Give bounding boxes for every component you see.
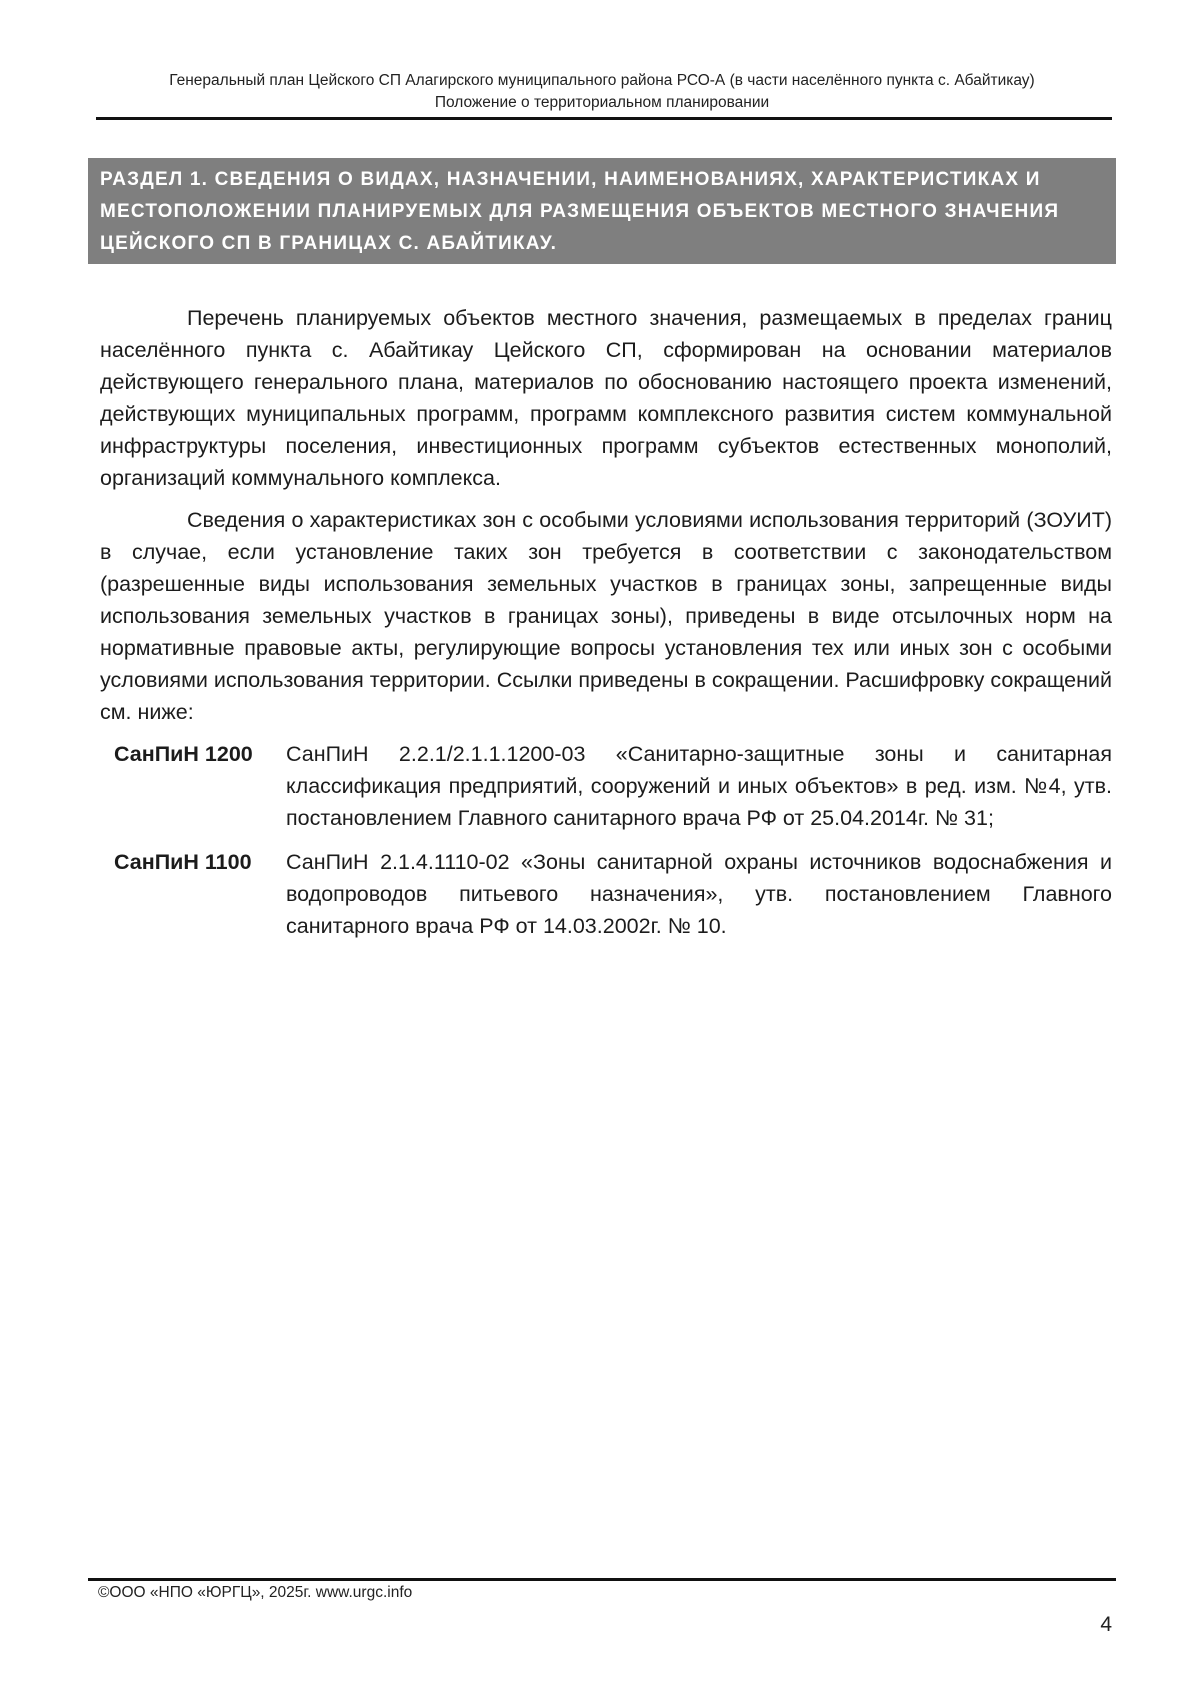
- page-number: 4: [1100, 1613, 1112, 1636]
- abbreviation-list: [100, 738, 1112, 942]
- header-title: Генеральный план Цейского СП Алагирского муниципального района РСО-А (в части населённого пункта с. Абайтикау): [169, 72, 1035, 89]
- abbreviation-item: [100, 846, 1112, 942]
- paragraph-objects-list: Перечень планируемых объектов местного значения, размещаемых в пределах границ населённого пункта с. Абайтикау Цейского СП, сформирован на основании материалов действующего генерального плана, материалов по обоснованию настоящего проекта изменений, действующих муниципальных программ, программ комплексного развития систем коммунальной инфраструктуры поселения, инвестиционных программ субъектов естественных монополий, организаций коммунального комплекса.: [100, 306, 1112, 490]
- header-divider: [96, 117, 1112, 120]
- abbreviation-item: [100, 738, 1112, 834]
- footer-copyright: ©ООО «НПО «ЮРГЦ», 2025г. www.urgc.info: [98, 1584, 413, 1601]
- abbreviation-definition: СанПиН 2.2.1/2.1.1.1200-03 «Санитарно-защитные зоны и санитарная классификация предприятий, сооружений и иных объектов» в ред. изм. №4, утв. постановлением Главного санитарного врача РФ от 25.04.2014г. № 31;: [286, 742, 1112, 830]
- section-heading: РАЗДЕЛ 1. СВЕДЕНИЯ О ВИДАХ, НАЗНАЧЕНИИ, НАИМЕНОВАНИЯХ, ХАРАКТЕРИСТИКАХ И МЕСТОПОЛОЖЕНИИ ПЛАНИРУЕМЫХ ДЛЯ РАЗМЕЩЕНИЯ ОБЪЕКТОВ МЕСТНОГО ЗНАЧЕНИЯ ЦЕЙСКОГО СП В ГРАНИЦАХ С. АБАЙТИКАУ.: [88, 158, 1116, 264]
- abbreviation-definition: СанПиН 2.1.4.1110-02 «Зоны санитарной охраны источников водоснабжения и водопроводов питьевого назначения», утв. постановлением Главного санитарного врача РФ от 14.03.2002г. № 10.: [286, 850, 1112, 938]
- page-header: [96, 70, 1108, 114]
- abbreviation-term: СанПиН 1200: [114, 742, 253, 766]
- paragraph-zouit: Сведения о характеристиках зон с особыми условиями использования территорий (ЗОУИТ) в случае, если установление таких зон требуется в соответствии с законодательством (разрешенные виды использования земельных участков в границах зоны, запрещенные виды использования земельных участков в границах зоны), приведены в виде отсылочных норм на нормативные правовые акты, регулирующие вопросы установления тех или иных зон с особыми условиями использования территории. Ссылки приведены в сокращении. Расшифровку сокращений см. ниже:: [100, 508, 1112, 724]
- abbreviation-term: СанПиН 1100: [114, 850, 252, 874]
- header-subtitle: Положение о территориальном планировании: [434, 94, 770, 111]
- footer-divider: [88, 1578, 1116, 1581]
- document-body: [100, 302, 1112, 954]
